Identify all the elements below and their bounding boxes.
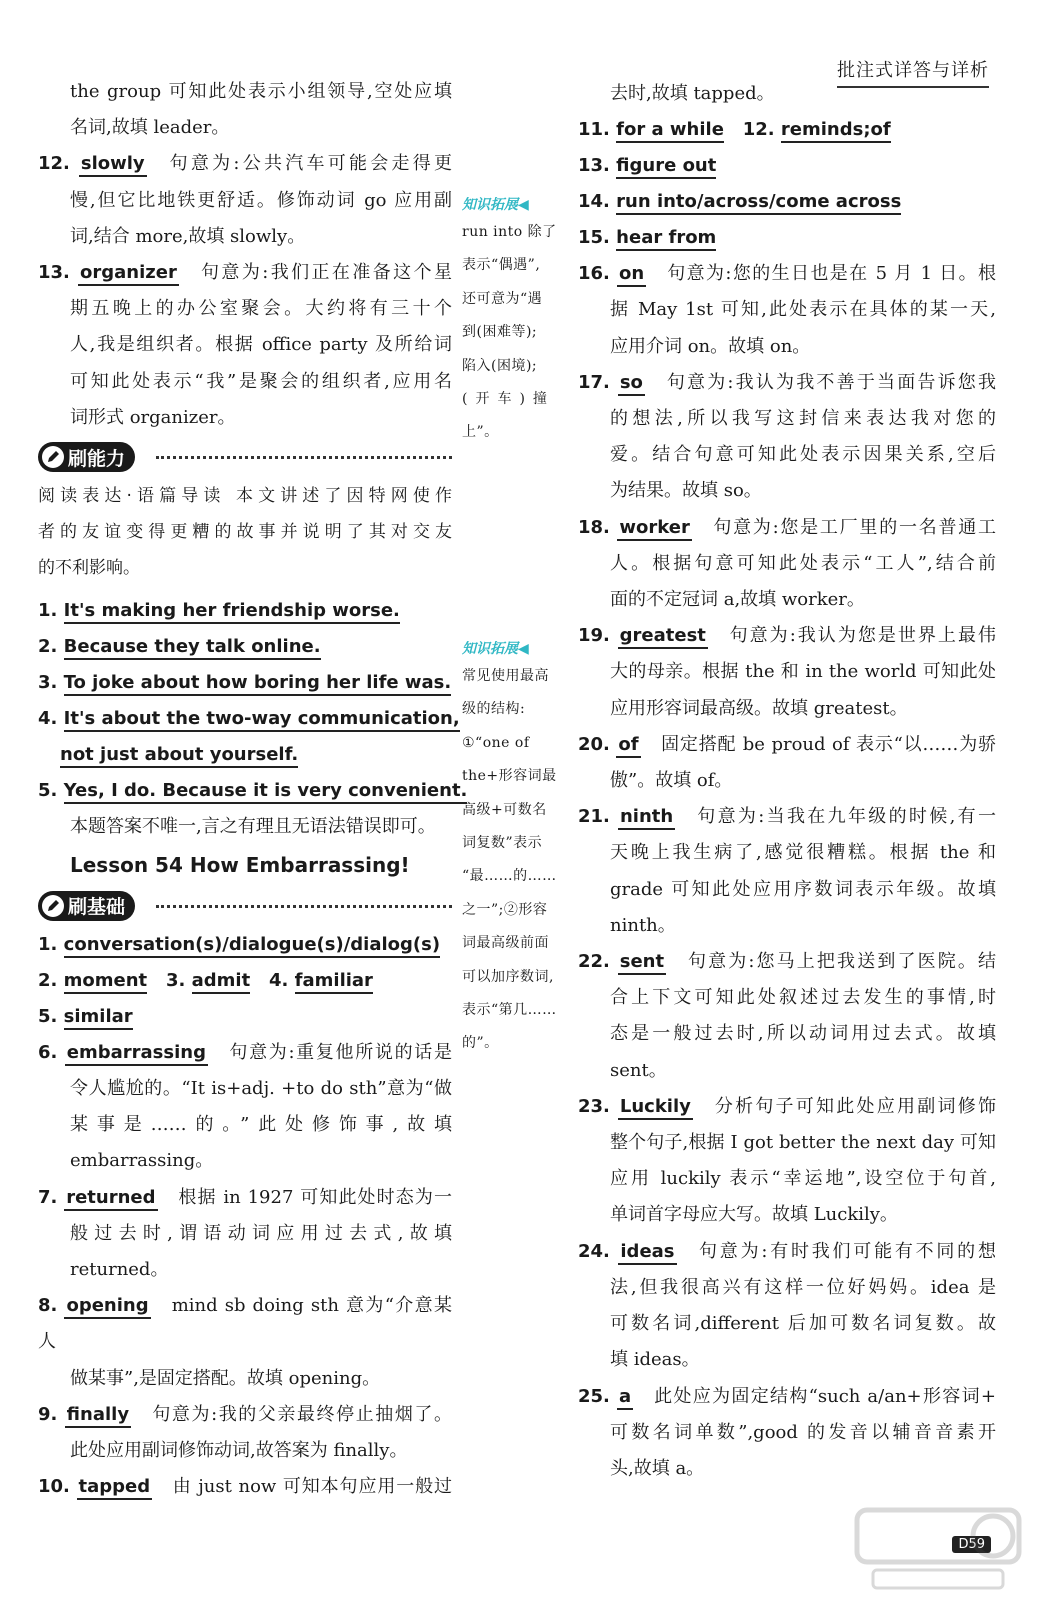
text-line: grade 可知此处应用序数词表示年级。故填	[610, 878, 996, 900]
item-answer: moment	[64, 970, 148, 994]
item-number: 21.	[578, 806, 610, 828]
item-answer: conversation(s)/dialogue(s)/dialog(s)	[64, 934, 440, 958]
right-column	[578, 76, 996, 1487]
item-number: 18.	[578, 516, 610, 538]
answer-item-7	[38, 1180, 452, 1216]
item-number: 4.	[269, 969, 289, 991]
note-line: (开车)撞	[462, 391, 555, 408]
item-answer: sent	[618, 951, 666, 975]
item-answer: finally	[65, 1404, 131, 1428]
note-line: 陷入(困境);	[462, 357, 538, 374]
text-line: 做某事”,是固定搭配。故填 opening。	[70, 1367, 381, 1389]
item-number: 6.	[38, 1041, 58, 1063]
answer-item-20	[578, 727, 996, 763]
basic-answer-5	[38, 999, 452, 1035]
margin-note-1	[462, 194, 574, 450]
item-number: 11.	[578, 119, 610, 141]
item-explanation: 此处应为固定结构“such a/an+形容词+	[654, 1385, 996, 1407]
item-number: 22.	[578, 951, 610, 973]
text-line: 法,但我很高兴有这样一位好妈妈。idea 是	[610, 1276, 996, 1298]
item-answer: for a while	[616, 119, 724, 143]
reading-answer-4-cont	[38, 737, 452, 773]
note-line: 可以加序数词,	[462, 968, 554, 985]
item-number: 8.	[38, 1295, 58, 1317]
item-answer: familiar	[295, 970, 373, 994]
item-number: 23.	[578, 1095, 610, 1117]
answer-item-24	[578, 1234, 996, 1270]
item-number: 13.	[38, 262, 70, 284]
answer-item-17	[578, 365, 996, 401]
text-line: 为结果。故填 so。	[610, 480, 762, 502]
note-line: 级的结构:	[462, 701, 526, 718]
reading-intro: 的不利影响。	[38, 558, 140, 579]
lesson-title: Lesson 54 How Embarrassing!	[70, 852, 410, 877]
item-answer: Because they talk online.	[64, 636, 321, 660]
section-header-ability	[38, 438, 452, 476]
margin-note-2	[462, 638, 574, 1061]
item-number: 15.	[578, 227, 610, 249]
item-answer: so	[618, 372, 645, 396]
item-explanation: 句意为:有时我们可能有不同的想	[699, 1240, 996, 1262]
dotted-divider	[156, 456, 452, 459]
text-line: 的想法,所以我写这封信来表达我对您的	[610, 408, 996, 430]
note-line: 之一”;②形容	[462, 901, 548, 918]
text-line: ninth。	[610, 914, 676, 936]
text-line: 期五晚上的办公室聚会。大约将有三十个	[70, 298, 452, 320]
answer-item-15	[578, 220, 996, 256]
item-answer: tapped	[77, 1476, 153, 1500]
item-number: 3.	[165, 969, 186, 991]
answer-item-12	[38, 146, 452, 182]
text-line: 态是一般过去时,所以动词用过去式。故填	[610, 1023, 996, 1045]
note-line: 词最高级前面	[462, 935, 549, 952]
note-line: 上”。	[462, 424, 499, 441]
item-answer: returned	[64, 1187, 157, 1211]
note-line: 常见使用最高	[462, 668, 549, 684]
item-explanation: 句意为:我的父亲最终停止抽烟了。	[152, 1403, 452, 1425]
reading-answer-1	[38, 593, 452, 629]
reading-answer-2	[38, 629, 452, 665]
dotted-divider	[156, 905, 452, 908]
reading-answer-4	[38, 701, 460, 737]
text-line: 般过去时,谓语动词应用过去式,故填	[70, 1222, 452, 1244]
item-number: 12.	[742, 119, 775, 141]
note-line: 表示“偶遇”,	[462, 257, 541, 274]
item-explanation: 句意为:您是工厂里的一名普通工	[713, 516, 996, 538]
answer-item-19	[578, 618, 996, 654]
page-number: D59	[952, 1536, 991, 1553]
text-line: 填 ideas。	[610, 1349, 700, 1371]
item-number: 5.	[38, 779, 58, 801]
item-number: 9.	[38, 1403, 58, 1425]
text-line: 词形式 organizer。	[70, 406, 236, 428]
note-tag-label: 知识拓展	[462, 641, 518, 657]
note-tag	[462, 194, 574, 216]
text-line: 此处应用副词修饰动词,故答案为 finally。	[70, 1440, 408, 1462]
item-number: 10.	[38, 1476, 70, 1498]
item-number: 1.	[38, 599, 58, 621]
item-answer: It's making her friendship worse.	[64, 600, 400, 624]
item-explanation: 句意为:您的生日也是在 5 月 1 日。根	[667, 263, 996, 285]
text-line: 去时,故填 tapped。	[610, 83, 775, 104]
note-line: 的”。	[462, 1035, 499, 1052]
item-explanation: 句意为:我认为您是世界上最伟	[729, 625, 996, 647]
answer-item-22	[578, 944, 996, 980]
item-number: 16.	[578, 263, 610, 285]
item-answer: run into/across/come across	[616, 191, 901, 215]
item-answer: similar	[64, 1006, 133, 1030]
item-answer: of	[616, 734, 640, 758]
text-line: embarrassing。	[70, 1150, 214, 1172]
item-number: 3.	[38, 671, 58, 693]
section-label: 刷能力	[68, 447, 126, 470]
answer-item-23	[578, 1089, 996, 1125]
reading-answer-5	[38, 773, 468, 809]
page-header-title: 批注式详答与详析	[837, 56, 989, 88]
answer-item-16	[578, 256, 996, 292]
text-line: 人。根据句意可知此处表示“工人”,结合前	[610, 552, 996, 574]
note-line: 到(困难等);	[462, 324, 538, 341]
section-badge	[38, 442, 135, 472]
note-line: ①“one of	[462, 734, 530, 751]
item-answer: admit	[192, 970, 251, 994]
section-header-basics	[38, 887, 452, 925]
item-answer: ninth	[618, 806, 675, 830]
basic-answer-2-4	[38, 963, 452, 999]
note-tag	[462, 638, 574, 660]
item-answer: ideas	[618, 1241, 676, 1265]
item-answer: embarrassing	[65, 1042, 208, 1066]
answer-note: 本题答案不唯一,言之有理且无语法错误即可。	[70, 815, 436, 837]
answer-item-25	[578, 1379, 996, 1415]
item-answer: worker	[617, 517, 691, 541]
note-line: the+形容词最	[462, 768, 557, 785]
text-line: 天晚上我生病了,感觉很糟糕。根据 the 和	[610, 842, 996, 864]
item-number: 19.	[578, 625, 610, 647]
text-line: 合上下文可知此处叙述过去发生的事情,时	[610, 987, 996, 1009]
arrow-left-icon: ◀	[518, 197, 529, 213]
item-explanation: 句意为:您马上把我送到了医院。结	[687, 951, 996, 973]
item-answer: organizer	[78, 262, 179, 286]
text-line: 令人尴尬的。“It is+adj. +to do sth”意为“做	[70, 1078, 452, 1100]
text-line: 名词,故填 leader。	[70, 117, 230, 139]
answer-item-13	[38, 255, 452, 291]
item-explanation: 句意为:我们正在准备这个星	[201, 262, 452, 284]
item-number: 2.	[38, 969, 58, 991]
answer-item-6	[38, 1035, 452, 1071]
item-number: 24.	[578, 1240, 610, 1262]
answer-item-8	[38, 1288, 452, 1360]
item-number: 25.	[578, 1385, 610, 1407]
text-line: 人,我是组织者。根据 office party 及所给词	[70, 334, 452, 356]
item-answer: To joke about how boring her life was.	[64, 672, 452, 696]
text-line: 应用介词 on。故填 on。	[610, 335, 811, 357]
item-answer: opening	[64, 1295, 150, 1319]
text-line: 可数名词,different 后加可数名词复数。故	[610, 1313, 996, 1335]
text-line: 大的母亲。根据 the 和 in the world 可知此处	[610, 661, 996, 683]
item-number: 14.	[578, 191, 610, 213]
text-line: 爱。结合句意可知此处表示因果关系,空后	[610, 444, 996, 466]
note-line: 词复数”表示	[462, 835, 543, 852]
item-number: 17.	[578, 371, 610, 393]
left-column	[38, 74, 468, 1505]
text-line: 整个句子,根据 I got better the next day 可知	[610, 1132, 996, 1154]
item-number: 12.	[38, 153, 70, 175]
item-answer: not just about yourself.	[60, 744, 298, 768]
basic-answer-1	[38, 927, 452, 963]
answer-item-18	[578, 510, 996, 546]
item-answer: Yes, I do. Because it is very convenient.	[64, 780, 468, 804]
item-explanation: mind sb doing sth 意为“介意某人	[38, 1295, 452, 1353]
item-answer: a	[617, 1386, 633, 1410]
text-line: 应用 luckily 表示“幸运地”,设空位于句首,	[610, 1168, 996, 1190]
text-line: 傲”。故填 of。	[610, 770, 733, 792]
item-explanation: 句意为:当我在九年级的时候,有一	[697, 806, 996, 828]
item-number: 13.	[578, 155, 610, 177]
text-line: 单词首字母应大写。故填 Luckily。	[610, 1204, 898, 1226]
text-line: sent。	[610, 1059, 667, 1081]
reading-intro: 者的友谊变得更糟的故事并说明了其对交友	[38, 522, 452, 543]
item-number: 2.	[38, 635, 58, 657]
item-explanation: 根据 in 1927 可知此处时态为一	[178, 1186, 452, 1208]
answer-item-9	[38, 1397, 452, 1433]
item-number: 5.	[38, 1005, 58, 1027]
reading-intro: 阅读表达·语篇导读 本文讲述了因特网使作	[38, 486, 452, 507]
answer-item-11-12	[578, 112, 996, 148]
item-answer: hear from	[616, 227, 716, 251]
text-line: 词,结合 more,故填 slowly。	[70, 225, 306, 247]
text-line: the group 可知此处表示小组领导,空处应填	[70, 81, 452, 102]
answer-item-21	[578, 799, 996, 835]
item-number: 1.	[38, 933, 58, 955]
item-explanation: 句意为:我认为我不善于当面告诉您我	[666, 371, 996, 393]
text-line: 慢,但它比地铁更舒适。修饰动词 go 应用副	[70, 189, 452, 211]
text-line: 可知此处表示“我”是聚会的组织者,应用名	[70, 370, 452, 392]
watermark-logo-icon	[853, 1504, 1023, 1594]
item-answer: greatest	[618, 625, 708, 649]
text-line: 应用形容词最高级。故填 greatest。	[610, 697, 908, 719]
text-line: 可数名词单数”,good 的发音以辅音音素开	[610, 1421, 996, 1443]
item-number: 7.	[38, 1186, 58, 1208]
note-line: “最……的……	[462, 868, 557, 885]
pen-icon	[42, 895, 64, 917]
text-line: 面的不定冠词 a,故填 worker。	[610, 589, 865, 611]
item-answer: Luckily	[618, 1096, 693, 1120]
arrow-left-icon: ◀	[518, 641, 529, 657]
note-line: 表示“第几……	[462, 1002, 557, 1019]
text-line: 据 May 1st 可知,此处表示在具体的某一天,	[610, 299, 996, 321]
note-tag-label: 知识拓展	[462, 197, 518, 213]
answer-item-10	[38, 1469, 452, 1505]
item-explanation: 由 just now 可知本句应用一般过	[172, 1476, 452, 1498]
item-answer: on	[617, 263, 646, 287]
section-label: 刷基础	[68, 896, 126, 919]
item-answer: reminds;of	[781, 119, 891, 143]
answer-item-14	[578, 184, 996, 220]
pen-icon	[42, 446, 64, 468]
reading-answer-3	[38, 665, 452, 701]
item-explanation: 句意为:公共汽车可能会走得更	[169, 153, 452, 175]
item-answer: slowly	[79, 153, 147, 177]
item-number: 4.	[38, 707, 58, 729]
item-number: 20.	[578, 733, 610, 755]
item-explanation: 固定搭配 be proud of 表示“以……为骄	[661, 733, 996, 755]
item-explanation: 句意为:重复他所说的话是	[229, 1041, 452, 1063]
item-answer: It's about the two-way communication,	[64, 708, 460, 732]
note-line: 高级+可数名	[462, 801, 547, 818]
text-line: 某事是……的。”此处修饰事,故填	[70, 1114, 452, 1136]
answer-item-13	[578, 148, 996, 184]
item-explanation: 分析句子可知此处应用副词修饰	[714, 1095, 996, 1117]
note-line: run into 除了	[462, 224, 557, 240]
section-badge	[38, 891, 135, 921]
item-answer: figure out	[616, 155, 716, 179]
text-line: 头,故填 a。	[610, 1457, 705, 1479]
note-line: 还可意为“遇	[462, 290, 543, 307]
text-line: returned。	[70, 1259, 169, 1281]
